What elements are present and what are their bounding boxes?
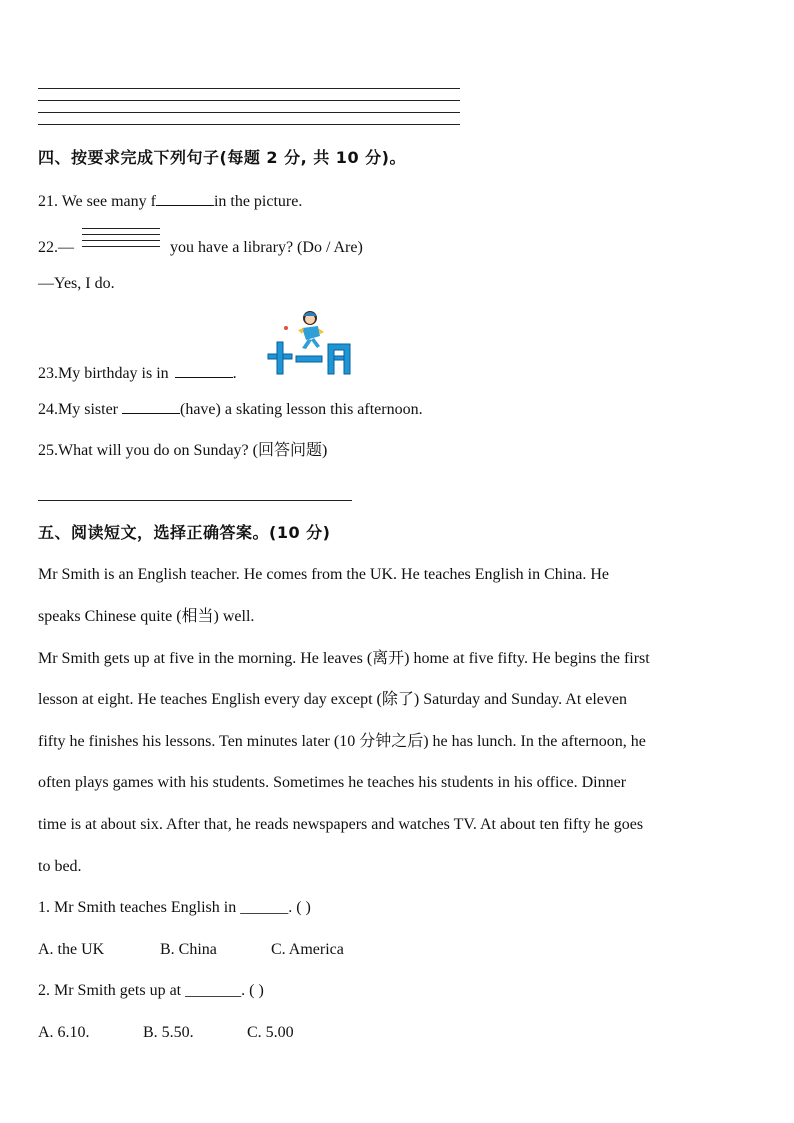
passage-line: lesson at eight. He teaches English every day except (除了) Saturday and Sunday. At eleven <box>38 691 628 708</box>
question-25: 25.What will you do on Sunday? (回答问题) <box>38 442 328 459</box>
q24-blank[interactable] <box>122 399 180 414</box>
question-24 <box>38 399 423 420</box>
question-23 <box>38 363 237 384</box>
writing-line <box>38 112 460 113</box>
passage-line: to bed. <box>38 858 82 875</box>
mini-line <box>82 234 160 235</box>
passage-line: Mr Smith is an English teacher. He comes from the UK. He teaches English in China. He <box>38 566 609 583</box>
mini-line <box>82 240 160 241</box>
q23-blank[interactable] <box>175 363 233 378</box>
q24-text-before: 24.My sister <box>38 401 118 418</box>
writing-line <box>38 124 460 125</box>
q22-number: 22.— <box>38 239 74 256</box>
q25-answer-line[interactable] <box>38 500 352 501</box>
section4-heading: 四、按要求完成下列句子(每题 2 分, 共 10 分)。 <box>38 148 406 167</box>
q2-option-b[interactable]: B. 5.50. <box>143 1024 194 1041</box>
q24-text-after: (have) a skating lesson this afternoon. <box>180 401 423 418</box>
q1-option-b[interactable]: B. China <box>160 941 217 958</box>
question-1: 1. Mr Smith teaches English in ______. ( ) <box>38 899 311 916</box>
passage-line: speaks Chinese quite (相当) well. <box>38 608 255 625</box>
mini-line <box>82 228 160 229</box>
q2-option-c[interactable]: C. 5.00 <box>247 1024 294 1041</box>
passage-line: time is at about six. After that, he reads newspapers and watches TV. At about ten fifty he goes <box>38 816 644 833</box>
section5-heading: 五、阅读短文，选择正确答案。(10 分) <box>38 523 331 542</box>
q21-text-before: 21. We see many f <box>38 193 156 210</box>
q23-text-after: . <box>232 365 237 382</box>
q2-option-a[interactable]: A. 6.10. <box>38 1024 90 1041</box>
q22-reply: —Yes, I do. <box>38 275 115 292</box>
q1-option-c[interactable]: C. America <box>271 941 344 958</box>
q22-text: you have a library? (Do / Are) <box>170 239 363 256</box>
passage-line: Mr Smith gets up at five in the morning. He leaves (离开) home at five fifty. He begins the first <box>38 650 650 667</box>
question-21 <box>38 191 302 212</box>
passage-line: fifty he finishes his lessons. Ten minutes later (10 分钟之后) he has lunch. In the afternoon, he <box>38 733 646 750</box>
q21-blank[interactable] <box>156 191 214 206</box>
q21-text-after: in the picture. <box>213 193 303 210</box>
writing-line <box>38 100 460 101</box>
q22-blank-lines[interactable] <box>82 228 160 252</box>
passage-line: often plays games with his students. Sometimes he teaches his students in his office. Dinner <box>38 774 627 791</box>
question-2: 2. Mr Smith gets up at _______. ( ) <box>38 982 264 999</box>
writing-line <box>38 88 460 89</box>
november-picture <box>262 306 358 378</box>
q1-option-a[interactable]: A. the UK <box>38 941 105 958</box>
mini-line <box>82 246 160 247</box>
q23-text-before: 23.My birthday is in <box>38 365 169 382</box>
